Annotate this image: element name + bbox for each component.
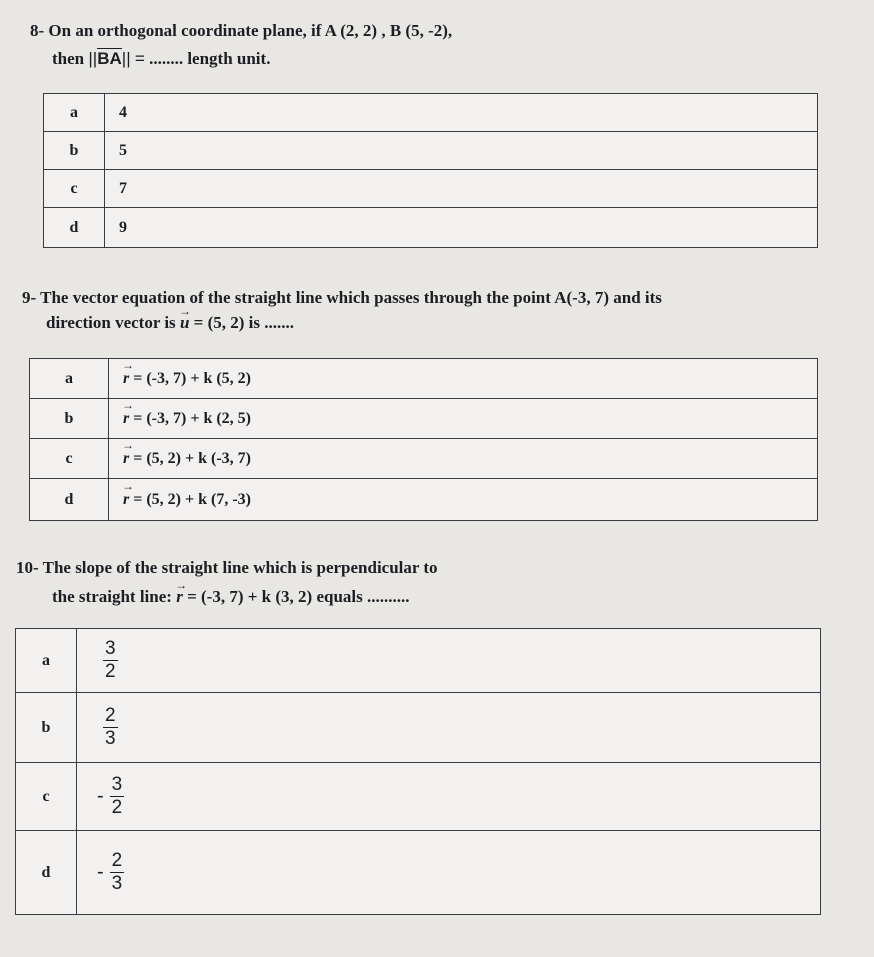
fraction — [110, 850, 125, 895]
option-value — [109, 359, 818, 399]
q9-option-a[interactable] — [30, 359, 818, 399]
option-label: c — [16, 763, 77, 831]
q8-option-d[interactable] — [44, 208, 818, 248]
q10-line2-pre: the straight line: — [52, 587, 172, 606]
q9-option-b[interactable] — [30, 399, 818, 439]
option-equation: = (5, 2) + k (7, -3) — [133, 490, 252, 508]
q8-option-c[interactable] — [44, 170, 818, 208]
q9-line2-pre: direction vector is — [46, 313, 176, 332]
option-value: 7 — [105, 170, 818, 208]
fraction — [103, 638, 118, 683]
q10-options-table — [15, 628, 821, 915]
option-value — [77, 629, 821, 693]
q8-line1: 8- On an orthogonal coordinate plane, if A (2, 2) , B (5, -2), — [30, 21, 453, 40]
option-value — [77, 693, 821, 763]
q10-vector-r: → r — [176, 586, 183, 608]
vector-r: → r — [123, 450, 129, 468]
q8-equals: = — [134, 49, 145, 68]
option-value — [109, 399, 818, 439]
numerator: 3 — [105, 638, 116, 659]
fraction — [103, 705, 118, 750]
option-equation: = (-3, 7) + k (2, 5) — [133, 409, 252, 427]
q8-norm-open: || — [88, 49, 98, 68]
option-label: c — [30, 439, 109, 479]
q9-line2 — [46, 312, 294, 334]
numerator: 3 — [111, 774, 123, 795]
q8-blank: ........ — [149, 49, 184, 68]
option-value: 9 — [105, 208, 818, 248]
denominator: 2 — [105, 661, 116, 682]
q10-option-c[interactable] — [16, 763, 821, 831]
option-value — [109, 439, 818, 479]
q8-line2 — [52, 48, 270, 70]
vector-r: → r — [123, 491, 129, 509]
numerator: 2 — [111, 850, 123, 871]
option-label: a — [30, 359, 109, 399]
q9-vector-u: → u — [180, 312, 189, 334]
q9-line1: 9- The vector equation of the straight line which passes through the point A(-3, 7) and its — [22, 288, 662, 307]
option-equation: = (-3, 7) + k (5, 2) — [133, 369, 252, 387]
q8-options-table — [43, 93, 818, 248]
denominator: 3 — [105, 728, 116, 749]
q9-option-c[interactable] — [30, 439, 818, 479]
fraction — [110, 774, 125, 819]
option-label: b — [30, 399, 109, 439]
option-value — [109, 479, 818, 521]
q10-option-b[interactable] — [16, 693, 821, 763]
denominator: 3 — [111, 873, 123, 894]
option-value — [77, 763, 821, 831]
q9-options-table — [29, 358, 818, 521]
option-equation: = (5, 2) + k (-3, 7) — [133, 449, 252, 467]
option-label: d — [44, 208, 105, 248]
fraction-sign: - — [97, 785, 104, 807]
q8-vector: BA — [97, 49, 122, 68]
q9-line2-post: = (5, 2) is ....... — [193, 313, 295, 332]
option-value — [77, 831, 821, 915]
vector-r: → r — [123, 370, 129, 388]
q10-option-d[interactable] — [16, 831, 821, 915]
q10-line2 — [52, 586, 410, 608]
option-label: d — [16, 831, 77, 915]
option-label: d — [30, 479, 109, 521]
q10-line1: 10- The slope of the straight line which is perpendicular to — [16, 558, 438, 577]
q9-option-d[interactable] — [30, 479, 818, 521]
q8-norm-close: || — [121, 49, 131, 68]
vector-r: → r — [123, 410, 129, 428]
q10-line2-post: = (-3, 7) + k (3, 2) equals .......... — [187, 587, 410, 606]
option-label: a — [44, 94, 105, 132]
q10-option-a[interactable] — [16, 629, 821, 693]
q8-then: then — [52, 49, 85, 68]
option-label: b — [44, 132, 105, 170]
option-label: a — [16, 629, 77, 693]
option-label: b — [16, 693, 77, 763]
denominator: 2 — [111, 797, 123, 818]
fraction-sign: - — [97, 861, 104, 883]
option-label: c — [44, 170, 105, 208]
option-value: 4 — [105, 94, 818, 132]
option-value: 5 — [105, 132, 818, 170]
numerator: 2 — [105, 705, 116, 726]
q8-option-a[interactable] — [44, 94, 818, 132]
q8-option-b[interactable] — [44, 132, 818, 170]
q8-tail: length unit. — [187, 49, 271, 68]
